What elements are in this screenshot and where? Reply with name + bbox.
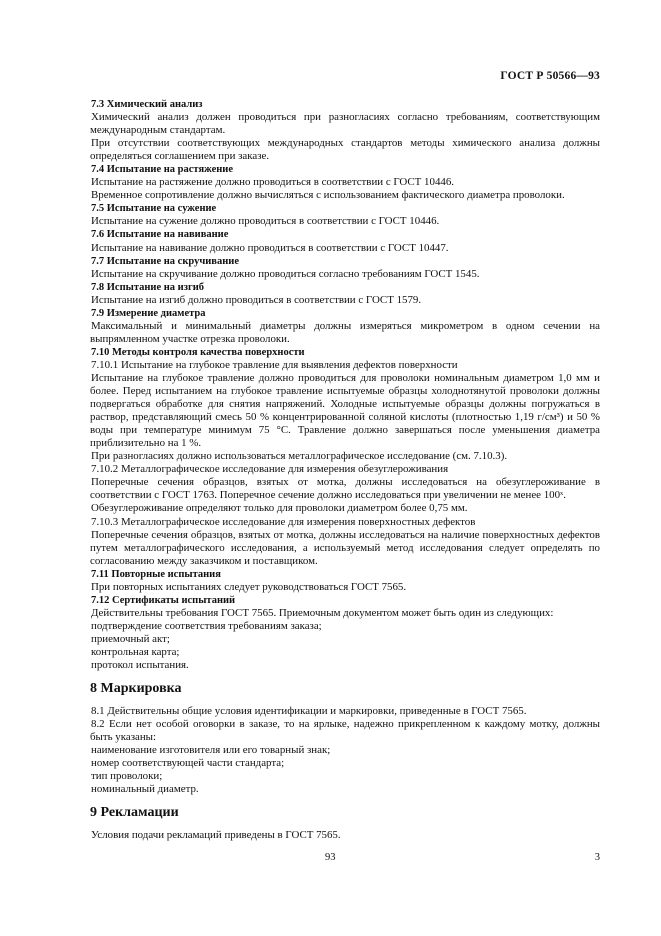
section-heading: 7.12 Сертификаты испытаний: [91, 594, 236, 606]
section-heading: 7.4 Испытание на растяжение: [91, 164, 234, 176]
chapter-heading: 8 Маркировка: [90, 681, 182, 697]
section-heading: 7.7 Испытание на скручивание: [91, 255, 239, 267]
document-body: [90, 98, 600, 843]
paragraph: При разногласиях должно использоваться металлографическое исследование (см. 7.10.3).: [91, 450, 508, 463]
paragraph: При повторных испытаниях следует руководствоваться ГОСТ 7565.: [91, 580, 407, 593]
paragraph: 7.10.3 Металлографическое исследование для измерения поверхностных дефектов: [91, 515, 476, 528]
paragraph: Химический анализ должен проводиться при разногласиях согласно требованиям, соответствующим международным стандартам.: [90, 111, 600, 137]
paragraph: Максимальный и минимальный диаметры должны измеряться микрометром в одном сечении на выпрямленном участке отрезка проволоки.: [90, 319, 600, 345]
paragraph: тип проволоки;: [91, 770, 163, 783]
chapter-heading: 9 Рекламации: [90, 805, 179, 821]
paragraph: 8.2 Если нет особой оговорки в заказе, то на ярлыке, надежно прикрепленном к каждому мотку, должны быть указаны:: [90, 718, 600, 744]
section-heading: 7.10 Методы контроля качества поверхности: [91, 346, 305, 358]
paragraph: Испытание на изгиб должно проводиться в соответствии с ГОСТ 1579.: [91, 293, 422, 306]
paragraph: Поперечные сечения образцов, взятых от мотка, должны исследоваться на обезуглероживание в соответствии с ГОСТ 1763. Поперечное сечение должно исследоваться при увеличении не менее 100ˣ.: [90, 476, 600, 502]
paragraph: номер соответствующей части стандарта;: [91, 757, 285, 770]
paragraph: Испытание на растяжение должно проводиться в соответствии с ГОСТ 10446.: [91, 176, 455, 189]
page-number: 93: [325, 852, 336, 863]
paragraph: приемочный акт;: [91, 632, 170, 645]
section-heading: 7.9 Измерение диаметра: [91, 307, 206, 319]
paragraph: подтверждение соответствия требованиям заказа;: [91, 619, 322, 632]
paragraph: 7.10.2 Металлографическое исследование для измерения обезуглероживания: [91, 463, 449, 476]
paragraph: 8.1 Действительны общие условия идентификации и маркировки, приведенные в ГОСТ 7565.: [91, 705, 527, 718]
paragraph: 7.10.1 Испытание на глубокое травление для выявления дефектов поверхности: [91, 358, 458, 371]
section-heading: 7.8 Испытание на изгиб: [91, 281, 205, 293]
paragraph: Испытание на глубокое травление должно проводиться для проволоки номинальным диаметром 1,0 мм и более. Перед испытанием на глубокое травление испытуемые образцы холоднотянутой проволоки должны подвергаться обработке для снятия напряжений. Холодные испытуемые образцы должны погружаться в раствор, представляющий смесь 50 % концентрированной соляной кислоты (плотностью 1,19 г/см³) и 50 % воды при температуре минимум 75 °С. Травление должно завершаться после уменьшения диаметра приблизительно на 1 %.: [90, 371, 600, 450]
section-heading: 7.5 Испытание на сужение: [91, 203, 217, 215]
document-header: ГОСТ Р 50566—93: [500, 70, 600, 82]
paragraph: Поперечные сечения образцов, взятых от мотка, должны исследоваться на наличие поверхностных дефектов путем металлографического исследования, а используемый метод исследования следует определять по согласованию между заказчиком и поставщиком.: [90, 528, 600, 567]
paragraph: При отсутствии соответствующих международных стандартов методы химического анализа должны определяться соглашением при заказе.: [90, 137, 600, 163]
paragraph: Испытание на скручивание должно проводиться согласно требованиям ГОСТ 1545.: [91, 267, 480, 280]
paragraph: Действительны требования ГОСТ 7565. Приемочным документом может быть один из следующих:: [91, 606, 554, 619]
paragraph: Временное сопротивление должно вычисляться с использованием фактического диаметра проволоки.: [91, 189, 565, 202]
sheet-number: 3: [594, 852, 600, 863]
paragraph: номинальный диаметр.: [91, 783, 199, 796]
section-heading: 7.3 Химический анализ: [91, 99, 203, 110]
paragraph: Испытание на сужение должно проводиться в соответствии с ГОСТ 10446.: [91, 215, 440, 228]
paragraph: контрольная карта;: [91, 645, 180, 658]
section-heading: 7.11 Повторные испытания: [91, 568, 221, 580]
paragraph: Условия подачи рекламаций приведены в ГОСТ 7565.: [91, 829, 341, 842]
paragraph: Обезуглероживание определяют только для проволоки диаметром более 0,75 мм.: [91, 502, 468, 515]
section-heading: 7.6 Испытание на навивание: [91, 229, 229, 241]
paragraph: протокол испытания.: [91, 659, 189, 672]
paragraph: наименование изготовителя или его товарный знак;: [91, 744, 331, 757]
paragraph: Испытание на навивание должно проводиться в соответствии с ГОСТ 10447.: [91, 241, 449, 254]
